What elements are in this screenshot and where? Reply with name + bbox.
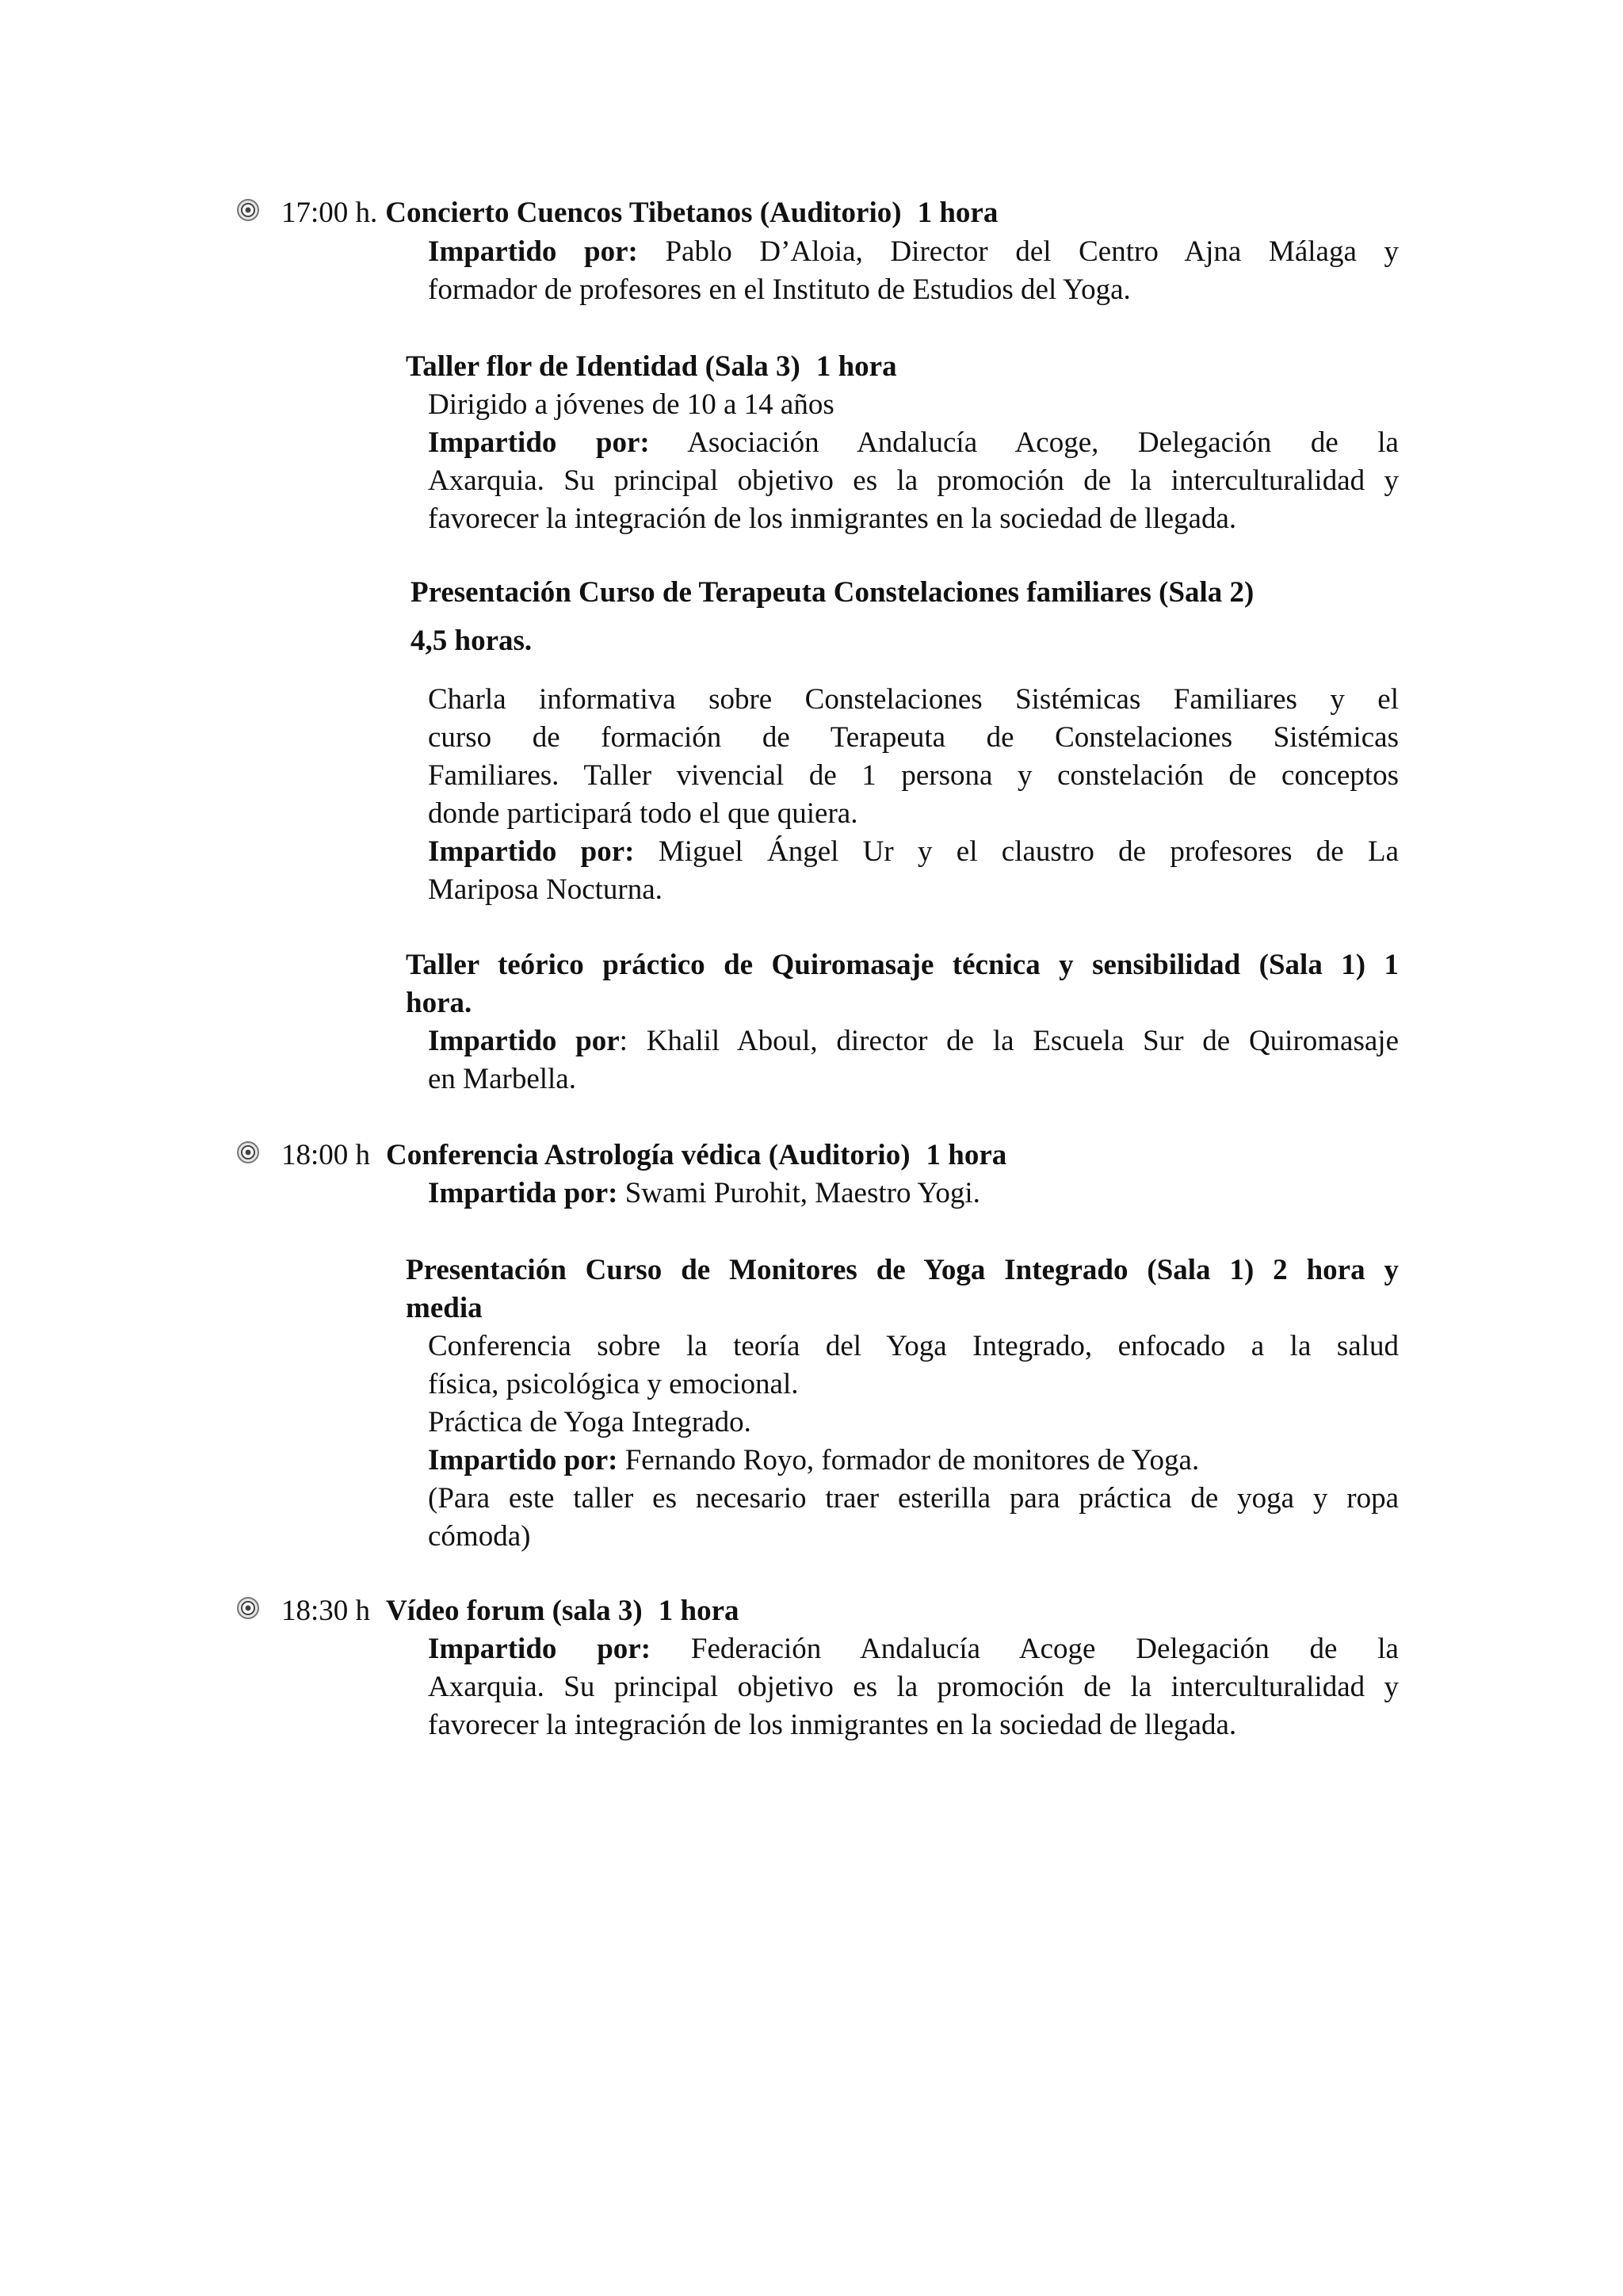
event-title: Conferencia Astrología védica (Auditorio) — [386, 1139, 911, 1171]
event-line — [428, 234, 1399, 270]
bullet-icon — [236, 198, 260, 222]
session-time: 18:30 h — [281, 1595, 371, 1627]
event-text: Fernando Royo, formador de monitores de Yoga. — [624, 1444, 1200, 1477]
event-line — [428, 1669, 1399, 1706]
event-text: Federación Andalucía Acoge Delegación de la — [690, 1633, 1399, 1665]
event-header — [406, 349, 897, 385]
event-header — [406, 1252, 1399, 1289]
instructor-label: Impartido por: — [428, 835, 635, 868]
event-duration: 4,5 horas. — [411, 625, 533, 657]
event-duration-line — [411, 623, 532, 659]
session-header-1700 — [281, 195, 998, 231]
event-text: cómoda) — [428, 1520, 531, 1553]
event-text: en Marbella. — [428, 1063, 576, 1095]
event-text: Asociación Andalucía Acoge, Delegación de la — [687, 426, 1399, 459]
event-line — [428, 1707, 1236, 1744]
event-title: Taller teórico práctico de Quiromasaje técnica y sensibilidad (Sala 1) 1 — [406, 949, 1399, 981]
event-duration: hora. — [406, 987, 472, 1019]
event-text: Mariposa Nocturna. — [428, 873, 663, 906]
instructor-label: Impartido por: — [428, 1633, 651, 1665]
event-header — [411, 575, 1254, 611]
event-line — [428, 1519, 530, 1555]
event-line — [428, 425, 1399, 461]
event-line — [428, 758, 1399, 794]
event-duration: 1 hora — [926, 1139, 1007, 1171]
event-duration: 1 hora — [815, 350, 897, 383]
session-time: 18:00 h — [281, 1139, 371, 1171]
event-line — [428, 872, 663, 908]
event-text: favorecer la integración de los inmigrantes en la sociedad de llegada. — [428, 502, 1237, 535]
event-line — [428, 272, 1131, 308]
bullet-icon — [236, 1596, 260, 1620]
event-title: Taller flor de Identidad (Sala 3) — [406, 350, 800, 383]
event-header — [406, 947, 1399, 984]
event-text: (Para este taller es necesario traer esterilla para práctica de yoga y ropa — [428, 1482, 1399, 1515]
instructor-label: Impartida por: — [428, 1177, 618, 1209]
event-duration: 1 hora — [658, 1595, 739, 1627]
event-line — [428, 796, 857, 832]
event-line — [428, 682, 1399, 718]
event-line — [428, 834, 1399, 870]
event-title: Concierto Cuencos Tibetanos (Auditorio) — [385, 197, 902, 229]
event-line — [428, 720, 1399, 756]
event-duration-line — [406, 1290, 483, 1327]
event-text: Familiares. Taller vivencial de 1 persona y constelación de conceptos — [428, 759, 1399, 792]
event-text: formador de profesores en el Instituto de Estudios del Yoga. — [428, 273, 1131, 306]
event-title: Vídeo forum (sala 3) — [386, 1595, 643, 1627]
event-text: Charla informativa sobre Constelaciones Sistémicas Familiares y el — [428, 683, 1399, 716]
event-line — [428, 1404, 751, 1441]
event-line — [428, 387, 834, 423]
event-duration: 1 hora — [917, 197, 999, 229]
event-line — [428, 501, 1236, 537]
event-text: : Khalil Aboul, director de la Escuela Sur de Quiromasaje — [619, 1025, 1399, 1057]
event-line — [428, 1480, 1399, 1517]
event-text: Miguel Ángel Ur y el claustro de profesores de La — [658, 835, 1400, 868]
event-text: Dirigido a jóvenes de 10 a 14 años — [428, 388, 834, 421]
event-duration: media — [406, 1292, 483, 1324]
session-header-1800 — [281, 1137, 1006, 1174]
event-text: curso de formación de Terapeuta de Constelaciones Sistémicas — [428, 721, 1399, 754]
event-text: Axarquia. Su principal objetivo es la promoción de la interculturalidad y — [428, 464, 1399, 497]
instructor-label: Impartido por: — [428, 426, 650, 459]
event-text: física, psicológica y emocional. — [428, 1368, 799, 1400]
event-line — [428, 1328, 1399, 1365]
event-text: favorecer la integración de los inmigrantes en la sociedad de llegada. — [428, 1709, 1237, 1741]
event-title: Presentación Curso de Monitores de Yoga Integrado (Sala 1) 2 hora y — [406, 1254, 1399, 1286]
session-header-1830 — [281, 1593, 739, 1629]
event-line — [428, 1366, 799, 1403]
event-text: Swami Purohit, Maestro Yogi. — [624, 1177, 980, 1209]
event-line — [428, 1442, 1199, 1479]
instructor-label: Impartido por: — [428, 1444, 618, 1477]
event-line — [428, 1631, 1399, 1668]
event-line — [428, 1175, 980, 1212]
event-text: Conferencia sobre la teoría del Yoga Integrado, enfocado a la salud — [428, 1330, 1399, 1362]
event-text: Práctica de Yoga Integrado. — [428, 1406, 751, 1438]
event-text: donde participará todo el que quiera. — [428, 797, 858, 830]
event-line — [428, 1023, 1399, 1060]
event-duration-line — [406, 985, 472, 1022]
event-text: Pablo D’Aloia, Director del Centro Ajna Málaga y — [665, 235, 1399, 268]
event-line — [428, 463, 1399, 499]
event-text: Axarquia. Su principal objetivo es la promoción de la interculturalidad y — [428, 1671, 1399, 1703]
session-time: 17:00 h. — [281, 197, 378, 229]
event-line — [428, 1061, 576, 1098]
event-title: Presentación Curso de Terapeuta Constelaciones familiares (Sala 2) — [411, 576, 1254, 609]
instructor-label: Impartido por: — [428, 235, 638, 268]
bullet-icon — [236, 1140, 260, 1164]
instructor-label: Impartido por — [428, 1025, 620, 1057]
